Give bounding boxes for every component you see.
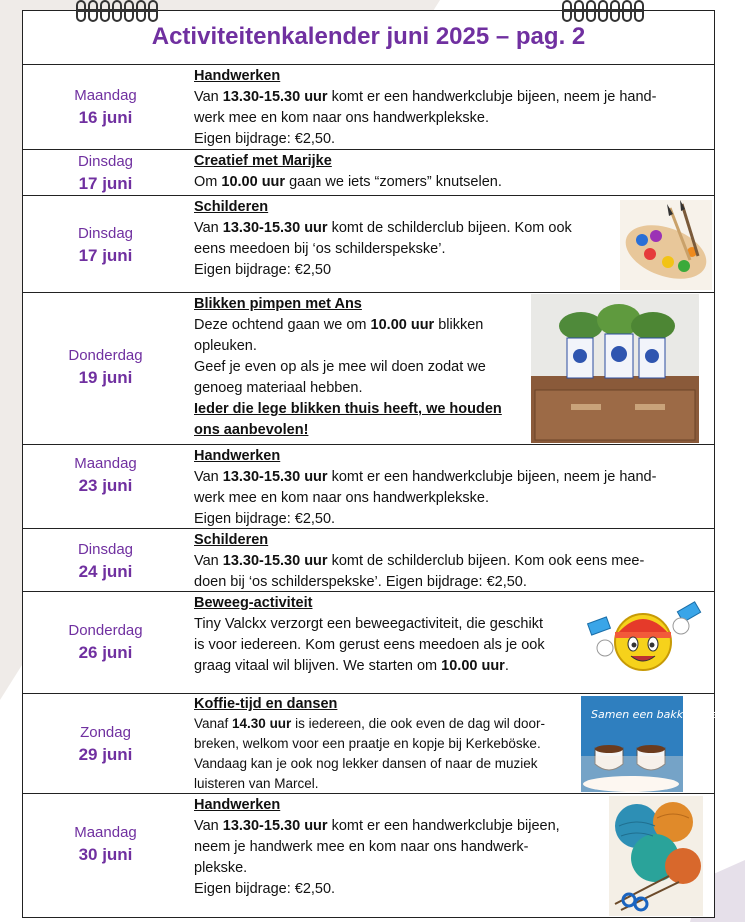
binder-rings-left	[76, 0, 158, 24]
weekday: Donderdag	[68, 622, 143, 639]
activity-content	[194, 294, 502, 441]
calendar-row	[23, 591, 714, 693]
date: 23 juni	[78, 476, 133, 495]
date: 30 juni	[78, 845, 133, 864]
calendar-row	[23, 292, 714, 444]
activity-text: Vanaf 14.30 uur is iedereen, die ook even de dag wil door-	[194, 716, 545, 731]
date: 26 juni	[78, 643, 133, 662]
calendar-row	[23, 528, 714, 591]
activity-text: genoeg materiaal hebben.	[194, 380, 363, 396]
binder-rings-right	[562, 0, 644, 24]
activity-text: Eigen bijdrage: €2,50	[194, 262, 332, 278]
activity-text: Van 13.30-15.30 uur komt er een handwerkclubje bijeen,	[194, 818, 560, 834]
weekday: Dinsdag	[77, 153, 134, 170]
activity-text: Deze ochtend gaan we om 10.00 uur blikken	[194, 317, 484, 333]
weekday: Maandag	[74, 87, 137, 104]
activity-text: opleuken.	[194, 338, 257, 354]
calendar-row	[23, 195, 714, 292]
activity-notice: ons aanbevolen!	[194, 422, 309, 438]
day-cell	[23, 345, 188, 389]
activity-text: eens meedoen bij ‘os schilderspekske’.	[194, 241, 446, 257]
day-cell	[23, 722, 188, 766]
activity-notice: Ieder die lege blikken thuis heeft, we houden	[194, 401, 502, 417]
activity-text: Geef je even op als je mee wil doen zodat we	[194, 359, 486, 375]
activity-content	[194, 446, 656, 530]
date: 17 juni	[78, 174, 133, 193]
activity-text: Van 13.30-15.30 uur komt er een handwerkclubje bijeen, neem je hand-	[194, 469, 657, 485]
calendar-row	[23, 64, 714, 149]
activity-text: Eigen bijdrage: €2,50.	[194, 511, 336, 527]
activity-heading: Beweeg-activiteit	[194, 595, 313, 611]
activity-text: Van 13.30-15.30 uur komt de schilderclub bijeen. Kom ook	[194, 220, 572, 236]
paint-palette-image	[620, 200, 712, 290]
date: 24 juni	[78, 562, 133, 581]
activity-text: Tiny Valckx verzorgt een beweegactiviteit, die geschikt	[194, 616, 543, 632]
activity-text: neem je handwerk mee en kom naar ons handwerk-	[194, 839, 529, 855]
activity-text: graag vitaal wil blijven. We starten om 10.00 uur.	[194, 658, 509, 674]
activity-heading: Blikken pimpen met Ans	[194, 296, 362, 312]
day-cell	[23, 822, 188, 866]
activity-text: Van 13.30-15.30 uur komt er een handwerkclubje bijeen, neem je hand-	[194, 89, 657, 105]
weekday: Dinsdag	[77, 225, 134, 242]
activity-content	[194, 694, 545, 794]
weekday: Dinsdag	[77, 541, 134, 558]
date: 16 juni	[78, 108, 133, 127]
activity-text: Van 13.30-15.30 uur komt de schilderclub bijeen. Kom ook eens mee-	[194, 553, 645, 569]
date: 29 juni	[78, 745, 133, 764]
day-cell	[23, 223, 188, 267]
activity-heading: Schilderen	[194, 532, 269, 548]
activity-heading: Handwerken	[194, 68, 281, 84]
activity-content	[194, 151, 502, 193]
day-cell	[23, 453, 188, 497]
date: 17 juni	[78, 246, 133, 265]
activity-text: werk mee en kom naar ons handwerkplekske.	[194, 490, 489, 506]
activity-text: werk mee en kom naar ons handwerkplekske.	[194, 110, 489, 126]
decorated-tins-image	[531, 294, 699, 443]
exercise-smiley-image	[585, 598, 701, 678]
activity-text: Om 10.00 uur gaan we iets “zomers” knutselen.	[194, 174, 502, 190]
activity-heading: Koffie-tijd en dansen	[194, 696, 338, 712]
calendar-row	[23, 444, 714, 528]
activity-content	[194, 530, 644, 593]
calendar-row	[23, 693, 729, 793]
day-cell	[23, 151, 188, 195]
calendar-row	[23, 793, 714, 917]
activity-text: luisteren van Marcel.	[194, 776, 319, 791]
activity-content	[194, 593, 545, 677]
activity-heading: Schilderen	[194, 199, 269, 215]
activity-text: is voor iedereen. Kom gerust eens meedoen als je ook	[194, 637, 545, 653]
calendar-page	[22, 10, 729, 918]
activity-heading: Creatief met Marijke	[194, 153, 332, 169]
activity-text: Eigen bijdrage: €2,50.	[194, 131, 336, 147]
day-cell	[23, 85, 188, 129]
activity-heading: Handwerken	[194, 797, 281, 813]
calendar-row	[23, 149, 714, 195]
activity-text: breken, welkom voor een praatje en kopje bij Kerkeböske.	[194, 736, 541, 751]
activity-content	[194, 795, 560, 900]
day-cell	[23, 620, 188, 664]
coffee-cups-image	[581, 696, 729, 792]
cup-sign-text: Samen een bakkie doen!	[591, 708, 729, 721]
activity-text: Vandaag kan je ook nog lekker dansen of naar de muziek	[194, 756, 538, 771]
activity-text: plekske.	[194, 860, 248, 876]
page-title: Activiteitenkalender juni 2025 – pag. 2	[151, 23, 586, 50]
activity-text: Eigen bijdrage: €2,50.	[194, 881, 336, 897]
weekday: Maandag	[74, 824, 137, 841]
activity-heading: Handwerken	[194, 448, 281, 464]
activity-text: doen bij ‘os schilderspekske’. Eigen bijdrage: €2,50.	[194, 574, 527, 590]
date: 19 juni	[78, 368, 133, 387]
weekday: Maandag	[74, 455, 137, 472]
day-cell	[23, 539, 188, 583]
activity-content	[194, 66, 656, 150]
yarn-balls-image	[609, 796, 703, 916]
weekday: Donderdag	[68, 347, 143, 364]
weekday: Zondag	[80, 724, 131, 741]
activity-content	[194, 197, 572, 281]
